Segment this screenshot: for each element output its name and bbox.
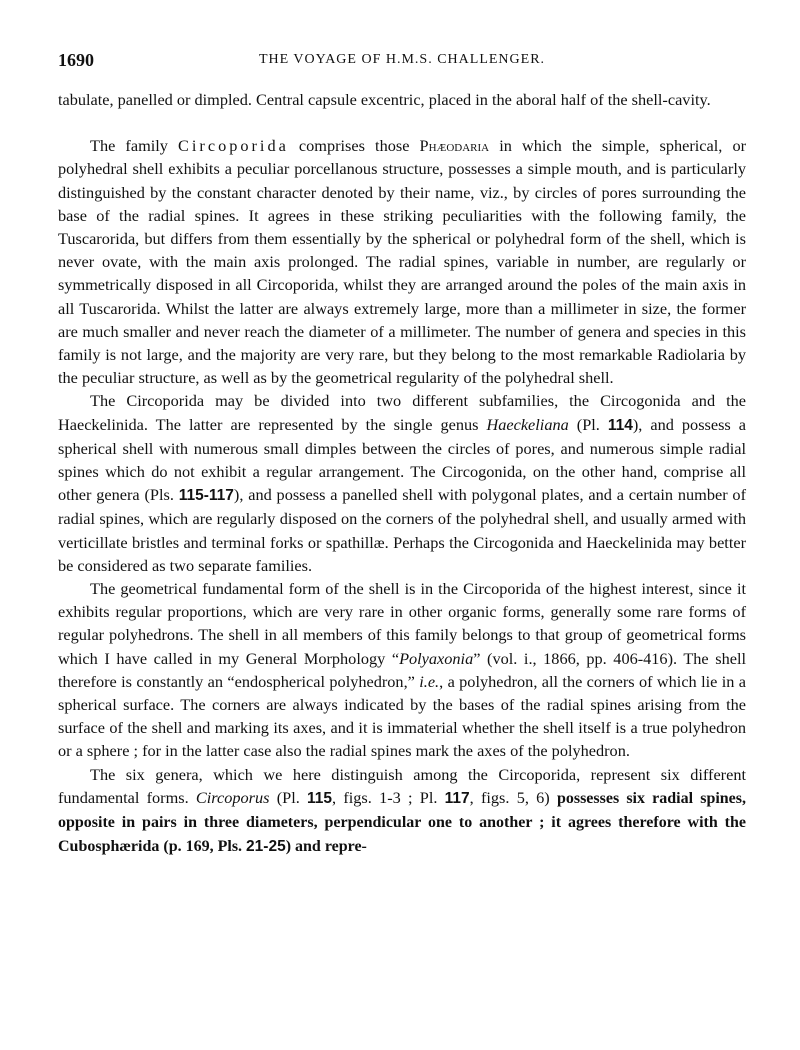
abbreviation-ie: i.e.	[419, 671, 440, 691]
paragraph-genera	[58, 763, 746, 859]
text-run: comprises those	[288, 136, 420, 156]
term-polyaxonia: Polyaxonia	[399, 648, 474, 668]
plate-reference: 115-117	[178, 487, 234, 505]
text-run: ) and repre-	[285, 838, 367, 856]
page-header	[58, 50, 746, 74]
plate-reference: 114	[607, 416, 633, 434]
plate-reference: 117	[444, 789, 470, 807]
text-run: , a polyhedron, all the corners of which lie in a spherical surface. The corners are always indicated by the bases of the radial spines arising from the surface of the shell and marking its axes, and it is immaterial whether the shell itself is a true polyhedron or a sphere ; for in the latter case also the radial spines mark the axes of the polyhedron.	[58, 671, 746, 761]
plate-reference: 115	[307, 789, 333, 807]
text-run: The geometrical fundamental form of the shell is in the Circoporida of the highest interest, since it exhibits regular proportions, which are very rare in other organic forms, generally some rare forms of regular polyhedrons. The shell in all members of this family belongs to that group of geometrical forms which I have called in my General Morphology “	[58, 579, 746, 668]
text-run: , figs. 1-3 ; Pl.	[332, 787, 445, 807]
genus-name: Circoporus	[195, 787, 270, 807]
paragraph-subfamilies	[58, 389, 746, 577]
plate-reference: 21-25	[246, 838, 286, 856]
running-title: THE VOYAGE OF H.M.S. CHALLENGER.	[258, 52, 546, 67]
family-name: Circoporida	[178, 136, 289, 156]
paragraph-geometry	[58, 577, 746, 763]
text-run: The six genera, which we here distinguish among the Circoporida, represent six different fundamental forms.	[58, 764, 746, 807]
genus-name: Haeckeliana	[486, 414, 569, 434]
text-run: (Pl.	[269, 787, 308, 807]
text-run: ), and possess a panelled shell with polygonal plates, and a certain number of radial spines, which are regularly disposed on the corners of the polyhedral shell, and usually armed with verticillate bristles and terminal forks or spathillæ. Perhaps the Circogonida and Haeckelinida may better be considered as two separate families.	[58, 485, 746, 575]
page-number: 1690	[58, 50, 94, 70]
text-run: The family	[90, 136, 179, 156]
text-run: The Circoporida may be divided into two different subfamilies, the Circogonida and the Haeckelinida. The latter are represented by the single genus	[58, 391, 746, 434]
paragraph-continuation: tabulate, panelled or dimpled. Central capsule excentric, placed in the aboral half of the shell-cavity.	[58, 90, 711, 109]
text-run: , figs. 5, 6)	[469, 787, 557, 807]
text-run: ), and possess a spherical shell with numerous small dimples between the circles of pores, and numerous simple radial spines which do not exhibit a regular arrangement. The Circogonida, on the other hand, comprise all other genera (Pls.	[58, 414, 747, 505]
text-run: in which the simple, spherical, or polyhedral shell exhibits a peculiar porcellanous structure, possesses a simple mouth, and is particularly distinguished by the constant character denoted by their name, viz., by circles of pores surrounding the base of the radial spines. It agrees in these striking peculiarities with the following family, the Tuscarorida, but differs from them essentially by the spherical or polyhedral form of the shell, which is never ovate, with the main axis prolonged. The radial spines, variable in number, are regularly or symmetrically disposed in all Circoporida, whilst they are arranged around the poles of the main axis in all Tuscarorida. Whilst the latter are always extremely large, more than a millimeter in size, the former are much smaller and never reach the diameter of a millimeter. The number of genera and species in this family is not large, and the majority are very rare, but they belong to the most remarkable Radiolaria by the peculiar structure, as well as by the geometrical regularity of the polyhedral shell.	[58, 136, 747, 388]
text-run: possesses six radial spines, opposite in pairs in three diameters, perpendicular one to another ; it agrees therefore with the Cubosphærida (p. 169, Pls.	[58, 789, 747, 856]
text-run: ” (vol. i., 1866, pp. 406-416). The shell therefore is constantly an “endospherical polyhedron,”	[58, 648, 746, 691]
phaeodaria-term: Phæodaria	[419, 136, 490, 156]
text-run: (Pl.	[568, 414, 608, 434]
paragraph-family-description	[58, 134, 746, 389]
body-text	[58, 88, 746, 859]
